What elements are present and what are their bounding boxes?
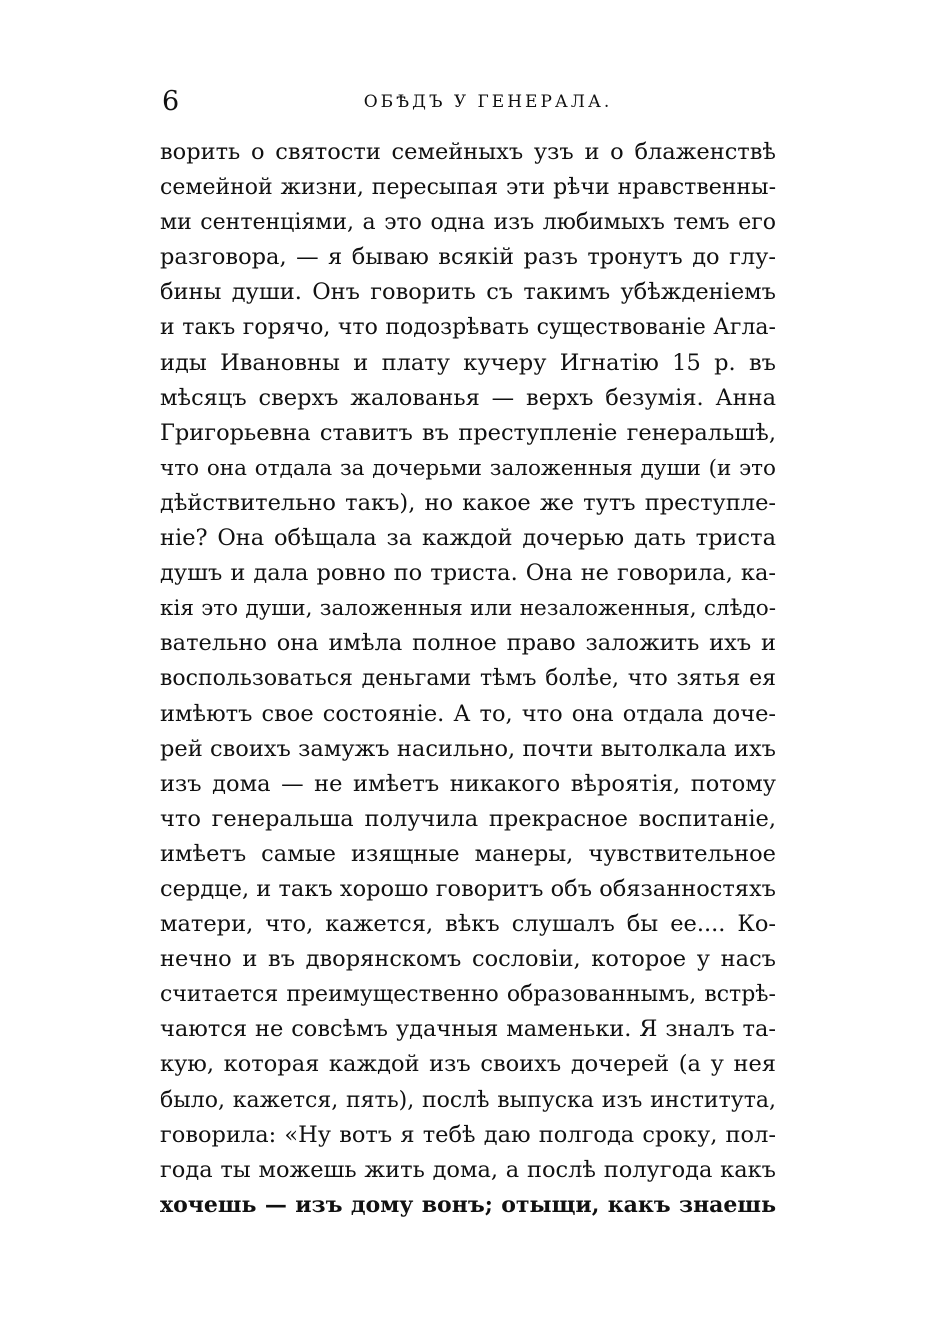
text-line: говорила: «Ну вотъ я тебѣ даю полгода сроку, пол-	[160, 1121, 776, 1148]
text-line: сердце, и такъ хорошо говоритъ объ обязанностяхъ	[160, 875, 776, 902]
text-line: разговора, — я бываю всякій разъ тронутъ до глу-	[160, 244, 776, 271]
text-line: имѣетъ самые изящные манеры, чувствительное	[160, 840, 776, 867]
text-line: ворить о святости семейныхъ узъ и о блаженствѣ	[160, 139, 776, 165]
text-line: иды Ивановны и плату кучеру Игнатію 15 р. въ	[160, 349, 776, 376]
text-line: хочешь — изъ дому вонъ; отыщи, какъ знаешь	[160, 1191, 776, 1218]
text-line: чаются не совсѣмъ удачныя маменьки. Я зналъ та-	[160, 1016, 776, 1043]
text-line: мѣсяцъ сверхъ жалованья — верхъ безумія. Анна	[160, 384, 776, 411]
text-line: бины души. Онъ говорить съ такимъ убѣжденіемъ	[160, 279, 776, 306]
text-line: изъ дома — не имѣетъ никакого вѣроятія, потому	[160, 770, 776, 797]
text-line: семейной жизни, пересыпая эти рѣчи нравственны-	[160, 175, 776, 201]
text-line: Григорьевна ставитъ въ преступленіе генеральшѣ,	[160, 419, 776, 446]
text-line: матери, что, кажется, вѣкъ слушалъ бы ее.... Ко-	[160, 911, 776, 938]
page-header	[160, 84, 776, 120]
text-line: кія это души, заложенныя или незаложенныя, слѣдо-	[160, 596, 776, 622]
body-text	[160, 135, 776, 1223]
text-line: душъ и дала ровно по триста. Она не говорила, ка-	[160, 560, 776, 587]
text-line: было, кажется, пять), послѣ выпуска изъ института,	[160, 1087, 776, 1113]
text-line: считается преимущественно образованнымъ, встрѣ-	[160, 982, 776, 1008]
text-line: ми сентенціями, а это одна изъ любимыхъ темъ его	[160, 210, 776, 236]
text-line: что генеральша получила прекрасное воспитаніе,	[160, 805, 776, 832]
text-line: года ты можешь жить дома, а послѣ полугода какъ	[160, 1156, 776, 1183]
text-line: воспользоваться деньгами тѣмъ болѣе, что зятья ея	[160, 666, 776, 692]
text-line: что она отдала за дочерьми заложенныя души (и это	[160, 455, 776, 481]
text-line: вательно она имѣла полное право заложить ихъ и	[160, 630, 776, 657]
text-line: имѣютъ свое состояніе. А то, что она отдала доче-	[160, 700, 776, 727]
text-line: дѣйствительно такъ), но какое же тутъ преступле-	[160, 489, 776, 516]
page-number: 6	[162, 86, 180, 117]
text-line: и такъ горячо, что подозрѣвать существованіе Агла-	[160, 315, 776, 341]
running-title: ОБѢДЪ У ГЕНЕРАЛА.	[363, 92, 613, 112]
text-line: ніе? Она обѣщала за каждой дочерью дать триста	[160, 525, 776, 552]
text-line: кую, которая каждой изъ своихъ дочерей (а у нея	[160, 1051, 776, 1078]
text-line: нечно и въ дворянскомъ сословіи, которое у насъ	[160, 946, 776, 973]
text-line: рей своихъ замужъ насильно, почти вытолкала ихъ	[160, 735, 776, 762]
